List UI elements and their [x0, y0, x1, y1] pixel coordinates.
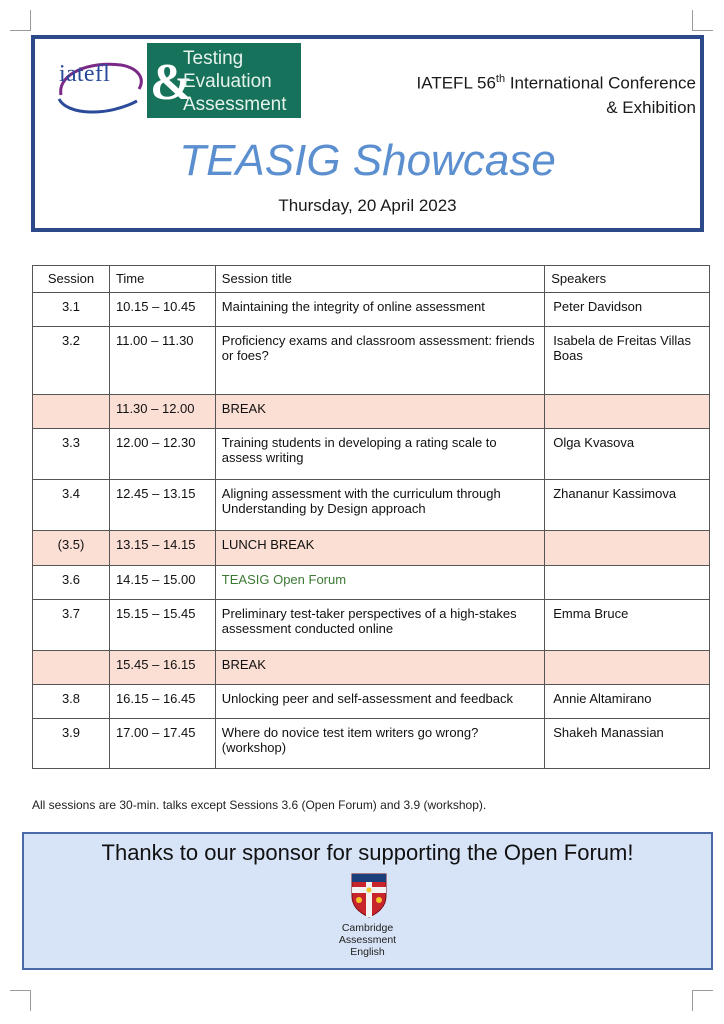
table-row-break — [33, 651, 710, 685]
table-row — [33, 719, 710, 769]
cambridge-logo-line-2: Assessment — [338, 934, 397, 946]
session-title-open-forum: TEASIG Open Forum — [215, 566, 544, 600]
session-time: 16.15 – 16.45 — [109, 685, 215, 719]
session-speaker — [545, 531, 710, 566]
crop-mark-top-left — [10, 10, 31, 31]
table-row-break — [33, 395, 710, 429]
session-speaker: Annie Altamirano — [545, 685, 710, 719]
session-number — [33, 651, 110, 685]
teasig-logo-evaluation: Evaluation — [183, 71, 272, 92]
session-time: 17.00 – 17.45 — [109, 719, 215, 769]
iatefl-logo-text: iatefl — [59, 61, 111, 87]
session-title: Training students in developing a rating scale to assess writing — [215, 429, 544, 480]
session-number: 3.8 — [33, 685, 110, 719]
conference-type: International Conference — [505, 73, 696, 93]
session-title: LUNCH BREAK — [215, 531, 544, 566]
cambridge-shield-icon — [350, 872, 388, 918]
header-box — [31, 35, 704, 232]
table-row — [33, 685, 710, 719]
session-number: 3.2 — [33, 327, 110, 395]
session-title: Where do novice test item writers go wrong? (workshop) — [215, 719, 544, 769]
sponsor-box — [22, 832, 713, 970]
session-time: 11.30 – 12.00 — [109, 395, 215, 429]
crop-mark-top-right — [692, 10, 713, 31]
teasig-logo-assessment: Assessment — [183, 94, 287, 115]
table-row — [33, 327, 710, 395]
crop-mark-bottom-right — [692, 990, 713, 1011]
session-speaker: Shakeh Manassian — [545, 719, 710, 769]
session-time: 13.15 – 14.15 — [109, 531, 215, 566]
session-number: 3.1 — [33, 293, 110, 327]
session-title: BREAK — [215, 395, 544, 429]
column-header-title: Session title — [215, 266, 544, 293]
session-speaker — [545, 395, 710, 429]
table-row — [33, 566, 710, 600]
table-row — [33, 429, 710, 480]
session-number: 3.7 — [33, 600, 110, 651]
sponsor-thanks: Thanks to our sponsor for supporting the Open Forum! — [101, 840, 634, 865]
conference-subtitle: & Exhibition — [606, 97, 696, 117]
table-header-row — [33, 266, 710, 293]
session-title: BREAK — [215, 651, 544, 685]
session-number: 3.6 — [33, 566, 110, 600]
table-row-break — [33, 531, 710, 566]
session-time: 14.15 – 15.00 — [109, 566, 215, 600]
session-speaker: Peter Davidson — [545, 293, 710, 327]
page-title: TEASIG Showcase — [179, 136, 556, 185]
cambridge-logo-line-1: Cambridge — [341, 922, 394, 934]
table-row — [33, 293, 710, 327]
session-title: Unlocking peer and self-assessment and feedback — [215, 685, 544, 719]
schedule-table — [32, 265, 710, 769]
session-number: 3.4 — [33, 480, 110, 531]
teasig-logo-ampersand: & — [150, 54, 194, 111]
conference-title — [417, 67, 696, 120]
session-number: (3.5) — [33, 531, 110, 566]
session-time: 15.45 – 16.15 — [109, 651, 215, 685]
session-number: 3.3 — [33, 429, 110, 480]
event-date: Thursday, 20 April 2023 — [278, 196, 457, 215]
session-number: 3.9 — [33, 719, 110, 769]
session-time: 15.15 – 15.45 — [109, 600, 215, 651]
session-speaker: Olga Kvasova — [545, 429, 710, 480]
teasig-logo-testing: Testing — [183, 48, 244, 69]
session-speaker: Isabela de Freitas Villas Boas — [545, 327, 710, 395]
table-row — [33, 600, 710, 651]
cambridge-logo-line-3: English — [350, 946, 385, 958]
crop-mark-bottom-left — [10, 990, 31, 1011]
session-time: 12.00 – 12.30 — [109, 429, 215, 480]
session-time: 11.00 – 11.30 — [109, 327, 215, 395]
conference-name: IATEFL 56 — [416, 73, 496, 93]
session-speaker — [545, 651, 710, 685]
session-speaker: Zhananur Kassimova — [545, 480, 710, 531]
session-number — [33, 395, 110, 429]
conference-ordinal: th — [495, 73, 506, 85]
column-header-session: Session — [33, 266, 110, 293]
column-header-time: Time — [109, 266, 215, 293]
table-row — [33, 480, 710, 531]
session-title: Proficiency exams and classroom assessment: friends or foes? — [215, 327, 544, 395]
session-speaker: Emma Bruce — [545, 600, 710, 651]
session-time: 10.15 – 10.45 — [109, 293, 215, 327]
session-title: Preliminary test-taker perspectives of a high-stakes assessment conducted online — [215, 600, 544, 651]
footnote: All sessions are 30-min. talks except Sessions 3.6 (Open Forum) and 3.9 (workshop). — [32, 798, 487, 812]
session-speaker — [545, 566, 710, 600]
session-title: Maintaining the integrity of online assessment — [215, 293, 544, 327]
teasig-logo — [147, 43, 301, 118]
column-header-speakers: Speakers — [545, 266, 710, 293]
cambridge-logo-text — [24, 922, 711, 958]
session-time: 12.45 – 13.15 — [109, 480, 215, 531]
session-title: Aligning assessment with the curriculum through Understanding by Design approach — [215, 480, 544, 531]
